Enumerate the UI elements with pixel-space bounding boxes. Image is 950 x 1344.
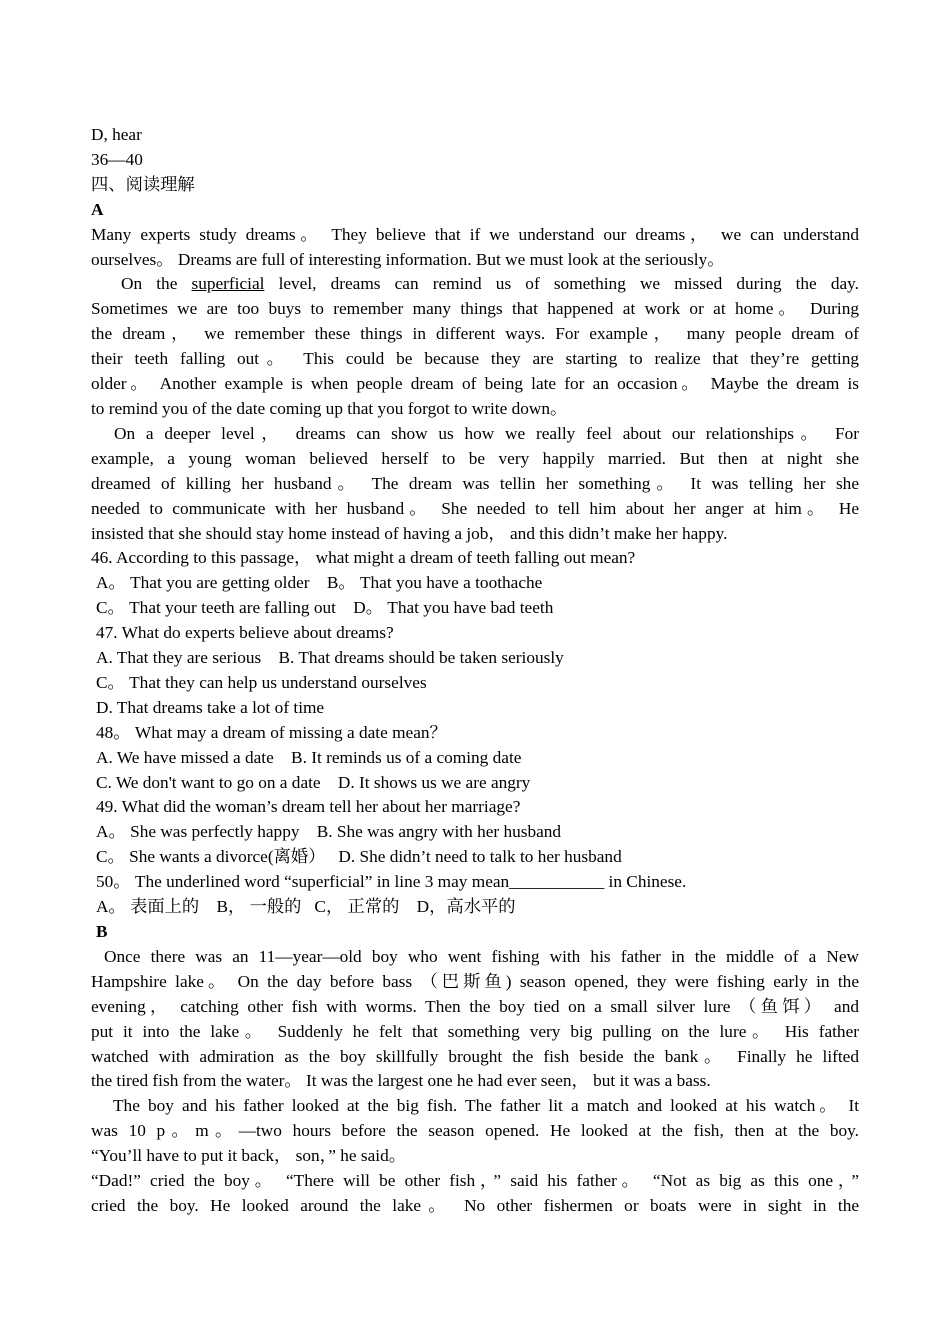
passage-b-label: B — [96, 922, 108, 941]
passage-b-text-line: The boy and his father looked at the big fish. The father lit a match and looked at his watch。 It — [113, 1096, 859, 1116]
question-48: 48。 What may a dream of missing a date mean？ — [96, 722, 447, 742]
passage-b-text-line: Once there was an 11—year—old boy who went fishing with his father in the middle of a New — [104, 946, 859, 966]
passage-a-text-line: Sometimes we are too buys to remember many things that happened at work or at home。 During — [91, 299, 859, 319]
answer-options: A。 That you are getting older B。 That you have a toothache — [96, 573, 543, 593]
passage-a-text-line: to remind you of the date coming up that you forgot to write down。 — [91, 398, 568, 418]
section-heading: 四、阅读理解 — [91, 174, 195, 194]
document-page — [91, 123, 859, 1219]
passage-a-text-line: example, a young woman believed herself to be very happily married. But then at night she — [91, 448, 859, 468]
passage-b-text-line: evening， catching other fish with worms. Then the boy tied on a small silver lure （鱼饵） and — [91, 996, 859, 1016]
passage-a-text-line: dreamed of killing her husband。 The dream was tellin her something。 It was telling her she — [91, 473, 859, 493]
header-line: 36—40 — [91, 149, 143, 169]
question-46: 46. According to this passage， what might a dream of teeth falling out mean? — [91, 548, 636, 568]
answer-options: D. That dreams take a lot of time — [96, 697, 325, 717]
passage-a-label: A — [91, 199, 104, 219]
passage-a-text-line — [91, 272, 859, 297]
answer-options: C。 That they can help us understand ourselves — [96, 672, 427, 692]
passage-a-text-line: Many experts study dreams。 They believe that if we understand our dreams， we can understand — [91, 224, 859, 244]
passage-a-text-line: needed to communicate with her husband。 She needed to tell him about her anger at him。 He — [91, 498, 859, 518]
answer-options: C. We don't want to go on a date D. It shows us we are angry — [96, 772, 531, 792]
question-50: 50。 The underlined word “superficial” in line 3 may mean___________ in Chinese. — [96, 872, 687, 892]
answer-options: A. That they are serious B. That dreams should be taken seriously — [96, 648, 564, 668]
passage-a-text-line: the dream， we remember these things in different ways. For example， many people dream of — [91, 324, 859, 344]
passage-a-text-line: older。 Another example is when people dream of being late for an occasion。 Maybe the dream is — [91, 374, 859, 394]
header-line: D, hear — [91, 125, 142, 144]
passage-b-text-line: “You’ll have to put it back， son，” he said。 — [91, 1146, 407, 1166]
passage-b-text-line: watched with admiration as the boy skillfully brought the fish beside the bank。 Finally he lifted — [91, 1046, 859, 1066]
underlined-word: superficial — [191, 274, 265, 294]
question-49: 49. What did the woman’s dream tell her about her marriage? — [96, 797, 521, 817]
passage-b-text-line: cried the boy. He looked around the lake。 No other fishermen or boats were in sight in the — [91, 1195, 859, 1215]
passage-a-text-line: their teeth falling out。 This could be because they are starting to realize that they’re getting — [91, 349, 859, 369]
text-span: level, dreams can remind us of something we missed during the day. — [264, 274, 859, 294]
answer-options: C。 That your teeth are falling out D。 That you have bad teeth — [96, 598, 554, 618]
passage-b-text-line: was 10 p。m。—two hours before the season opened. He looked at the fish, then at the boy. — [91, 1121, 859, 1141]
answer-options: A。 She was perfectly happy B. She was angry with her husband — [96, 822, 562, 842]
passage-b-text-line: Hampshire lake。 On the day before bass （巴斯鱼) season opened, they were fishing early in the — [91, 971, 859, 991]
text-span: On the — [121, 274, 192, 294]
passage-a-text-line: insisted that she should stay home instead of having a job， and this didn’t make her happy. — [91, 523, 728, 543]
answer-options: C。 She wants a divorce(离婚） D. She didn’t need to talk to her husband — [96, 847, 622, 867]
passage-a-text-line: On a deeper level， dreams can show us how we really feel about our relationships。 For — [114, 423, 859, 443]
passage-b-text-line: “Dad!” cried the boy。 “There will be other fish，” said his father。 “Not as big as this one，” — [91, 1171, 859, 1191]
passage-a-text-line: ourselves。 Dreams are full of interesting information. But we must look at the seriously。 — [91, 249, 725, 269]
answer-options: A. We have missed a date B. It reminds us of a coming date — [96, 747, 522, 767]
question-47: 47. What do experts believe about dreams? — [96, 623, 394, 643]
passage-b-text-line: the tired fish from the water。 It was the largest one he had ever seen， but it was a bass. — [91, 1071, 711, 1091]
answer-options: A。 表面上的 B， 一般的 C， 正常的 D，高水平的 — [96, 897, 516, 917]
passage-b-text-line: put it into the lake。 Suddenly he felt that something very big pulling on the lure。 His father — [91, 1021, 859, 1041]
